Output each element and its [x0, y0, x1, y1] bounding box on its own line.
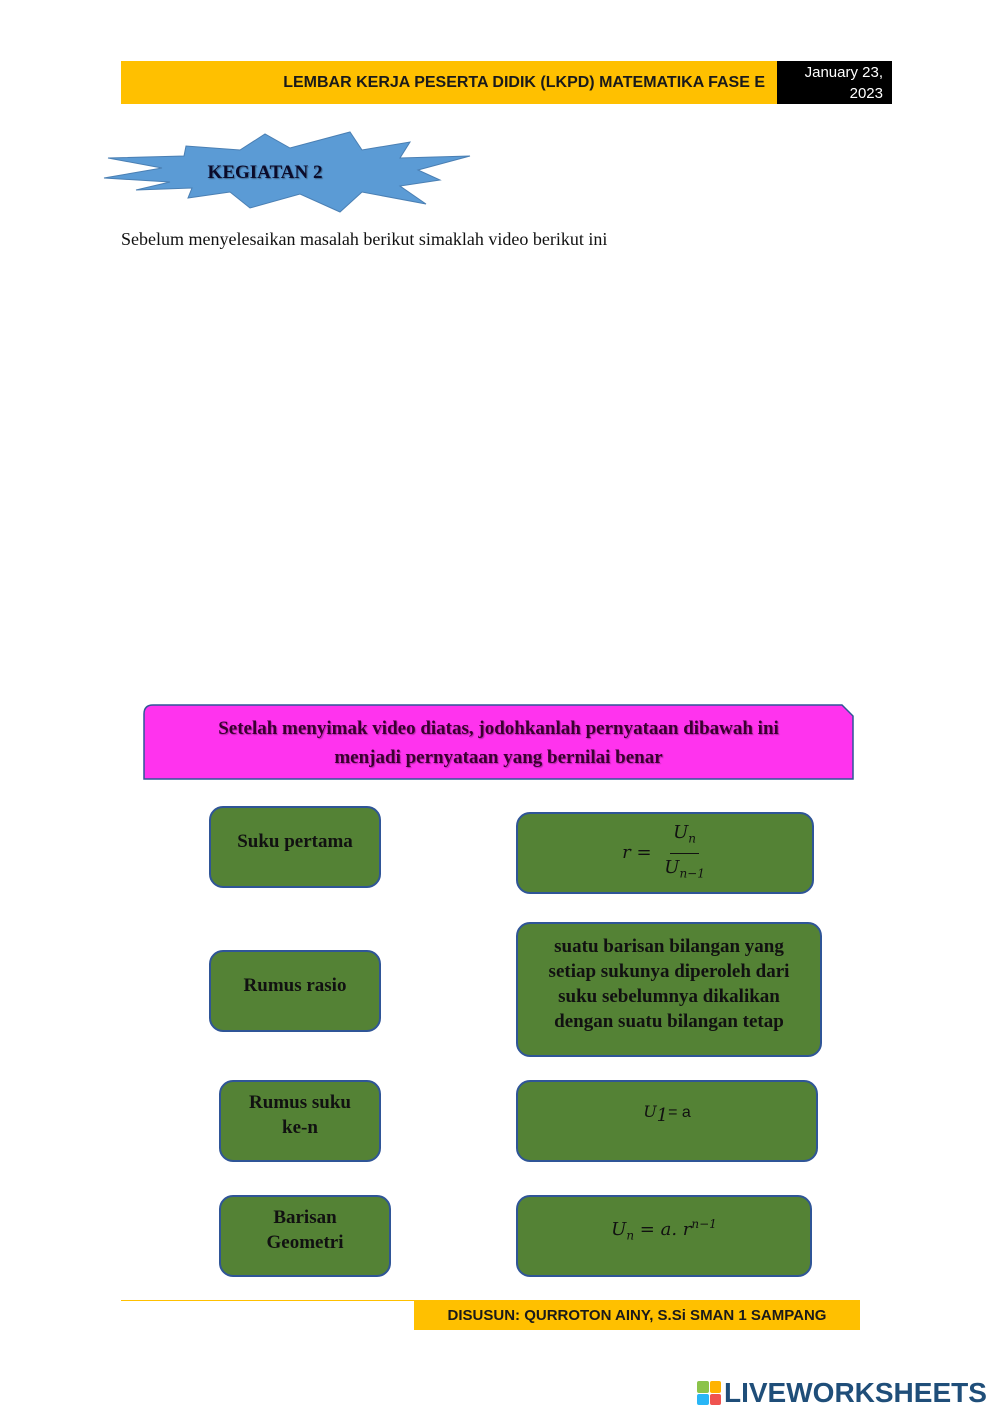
header-date-line2: 2023 [849, 85, 883, 102]
instruction-text [143, 714, 854, 772]
footer-text: DISUSUN: QURROTON AINY, S.Si SMAN 1 SAMPANG [447, 1306, 827, 1324]
instruction-line-2: menjadi pernyataan yang bernilai benar [334, 747, 663, 768]
first-term-sub: 1 [656, 1105, 669, 1127]
nth-term-rest: = a. r [634, 1218, 692, 1240]
match-right-ratio-formula[interactable] [516, 812, 814, 894]
instruction-line-1: Setelah menyimak video diatas, jodohkanlah pernyataan dibawah ini [218, 718, 779, 739]
nth-term-formula [611, 1212, 717, 1249]
numerator-sub: n [688, 831, 697, 846]
footer-bar [414, 1300, 860, 1330]
header-bar [121, 61, 777, 104]
match-right-first-term[interactable] [516, 1080, 818, 1162]
nth-term-base: U [611, 1218, 627, 1240]
match-right-nth-term[interactable] [516, 1195, 812, 1277]
nth-term-sup: n−1 [691, 1216, 717, 1231]
liveworksheets-logo[interactable] [697, 1377, 987, 1409]
match-left-label-line2: ke-n [282, 1117, 318, 1138]
numerator-base: U [673, 821, 689, 843]
match-left-rumus-suku-ke-n[interactable] [219, 1080, 381, 1162]
first-term-base: U [643, 1102, 657, 1122]
header-date [777, 61, 892, 104]
ratio-formula [622, 820, 708, 886]
match-left-label: Rumus rasio [243, 974, 347, 996]
match-left-rumus-rasio[interactable] [209, 950, 381, 1032]
first-term-rest: = a [668, 1104, 691, 1122]
denominator-sub: n−1 [679, 866, 705, 881]
match-left-label: Suku pertama [237, 830, 353, 852]
definition-line-3: suku sebelumnya dikalikan [558, 985, 780, 1007]
header-title: LEMBAR KERJA PESERTA DIDIK (LKPD) MATEMATIKA FASE E [283, 73, 765, 91]
match-right-definition[interactable] [516, 922, 822, 1057]
denominator-base: U [664, 856, 680, 878]
liveworksheets-logo-text: LIVEWORKSHEETS [724, 1377, 987, 1408]
ratio-fraction [661, 820, 708, 886]
activity-label: KEGIATAN 2 [207, 162, 323, 183]
match-left-suku-pertama[interactable] [209, 806, 381, 888]
first-term-formula [643, 1099, 691, 1128]
match-left-label-line2: Geometri [266, 1232, 344, 1253]
nth-term-sub: n [626, 1228, 635, 1243]
ratio-numerator [670, 820, 699, 854]
intro-text: Sebelum menyelesaikan masalah berikut simaklah video berikut ini [121, 229, 608, 249]
match-left-label-line1: Barisan [273, 1207, 337, 1228]
match-left-label-line1: Rumus suku [249, 1092, 351, 1113]
ratio-denominator [661, 854, 708, 887]
match-left-barisan-geometri[interactable] [219, 1195, 391, 1277]
definition-line-4: dengan suatu bilangan tetap [554, 1010, 784, 1032]
liveworksheets-logo-icon [697, 1381, 721, 1405]
definition-line-1: suatu barisan bilangan yang [554, 935, 784, 957]
definition-line-2: setiap sukunya diperoleh dari [548, 960, 790, 982]
header-date-line1: January 23, [804, 64, 883, 81]
ratio-formula-lhs: r = [622, 842, 652, 863]
